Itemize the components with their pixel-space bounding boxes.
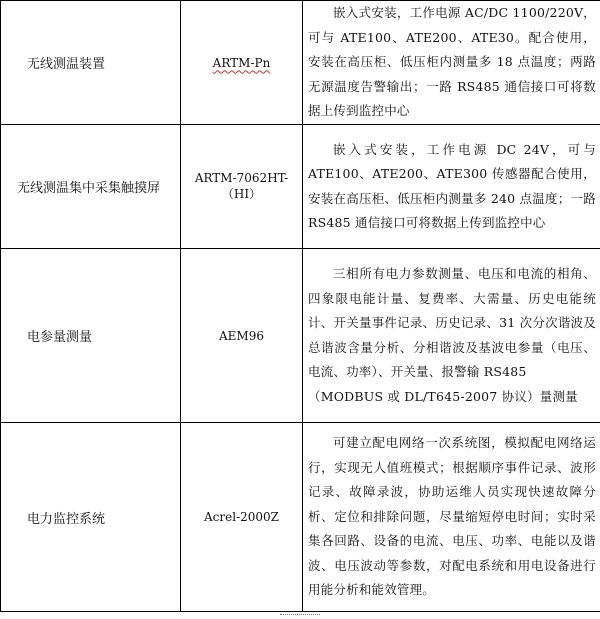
table-row bbox=[1, 249, 600, 423]
product-description-cell bbox=[303, 1, 600, 125]
product-description: 可建立配电网络一次系统图，模拟配电网络运行，实现无人值班模式；根据顺序事件记录、波形记录、故障录波，协助运维人员实现快速故障分析、定位和排除问题，尽量缩短停电时间；实时采集各回路、设备的电流、电压、功率、电能以及谐波、电压波动等参数，对配电系统和用电设备进行用能分析和能效管理。 bbox=[308, 435, 596, 598]
product-model-cell bbox=[181, 1, 303, 125]
product-model-cell: ARTM-7062HT-（HI） bbox=[181, 125, 303, 249]
product-description: 嵌入式安装，工作电源 AC/DC 1100/220V，可与 ATE100、ATE200、ATE30。配合使用，安装在高压柜、低压柜内测量多 18 点温度；两路无源温度告警输出；一路 RS485 通信接口可将数据上传到监控中心 bbox=[308, 5, 596, 119]
product-description-extra: （MODBUS 或 DL/T645-2007 协议）量测量 bbox=[308, 388, 578, 404]
product-description: 嵌入式安装，工作电源 DC 24V，可与 ATE100、ATE200、ATE300 传感器配合使用，安装在高压柜、低压柜内测量多 240 点温度；一路 RS485 通信接口可将数据上传到监控中心 bbox=[308, 141, 596, 230]
product-name-cell: 无线测温集中采集触摸屏 bbox=[1, 125, 181, 249]
table-row bbox=[1, 125, 600, 249]
page-break-marker bbox=[280, 614, 320, 616]
product-name-cell: 无线测温装置 bbox=[1, 1, 181, 125]
product-model-cell: AEM96 bbox=[181, 249, 303, 423]
table-row bbox=[1, 1, 600, 125]
product-description-cell bbox=[303, 423, 600, 612]
product-description-cell bbox=[303, 125, 600, 249]
table-row bbox=[1, 423, 600, 612]
product-description: 三相所有电力参数测量、电压和电流的相角、四象限电能计量、复费率、大需量、历史电能统计、开关量事件记录、历史记录、31 次分次谐波及总谐波含量分析、分相谐波及基波电参量（电压、电流、功率）、开关量、报警输 RS485 bbox=[308, 266, 596, 379]
product-name-cell: 电力监控系统 bbox=[1, 423, 181, 612]
product-model: ARTM-Pn bbox=[212, 55, 271, 70]
product-model-cell: Acrel-2000Z bbox=[181, 423, 303, 612]
product-description-cell bbox=[303, 249, 600, 423]
product-name-cell: 电参量测量 bbox=[1, 249, 181, 423]
